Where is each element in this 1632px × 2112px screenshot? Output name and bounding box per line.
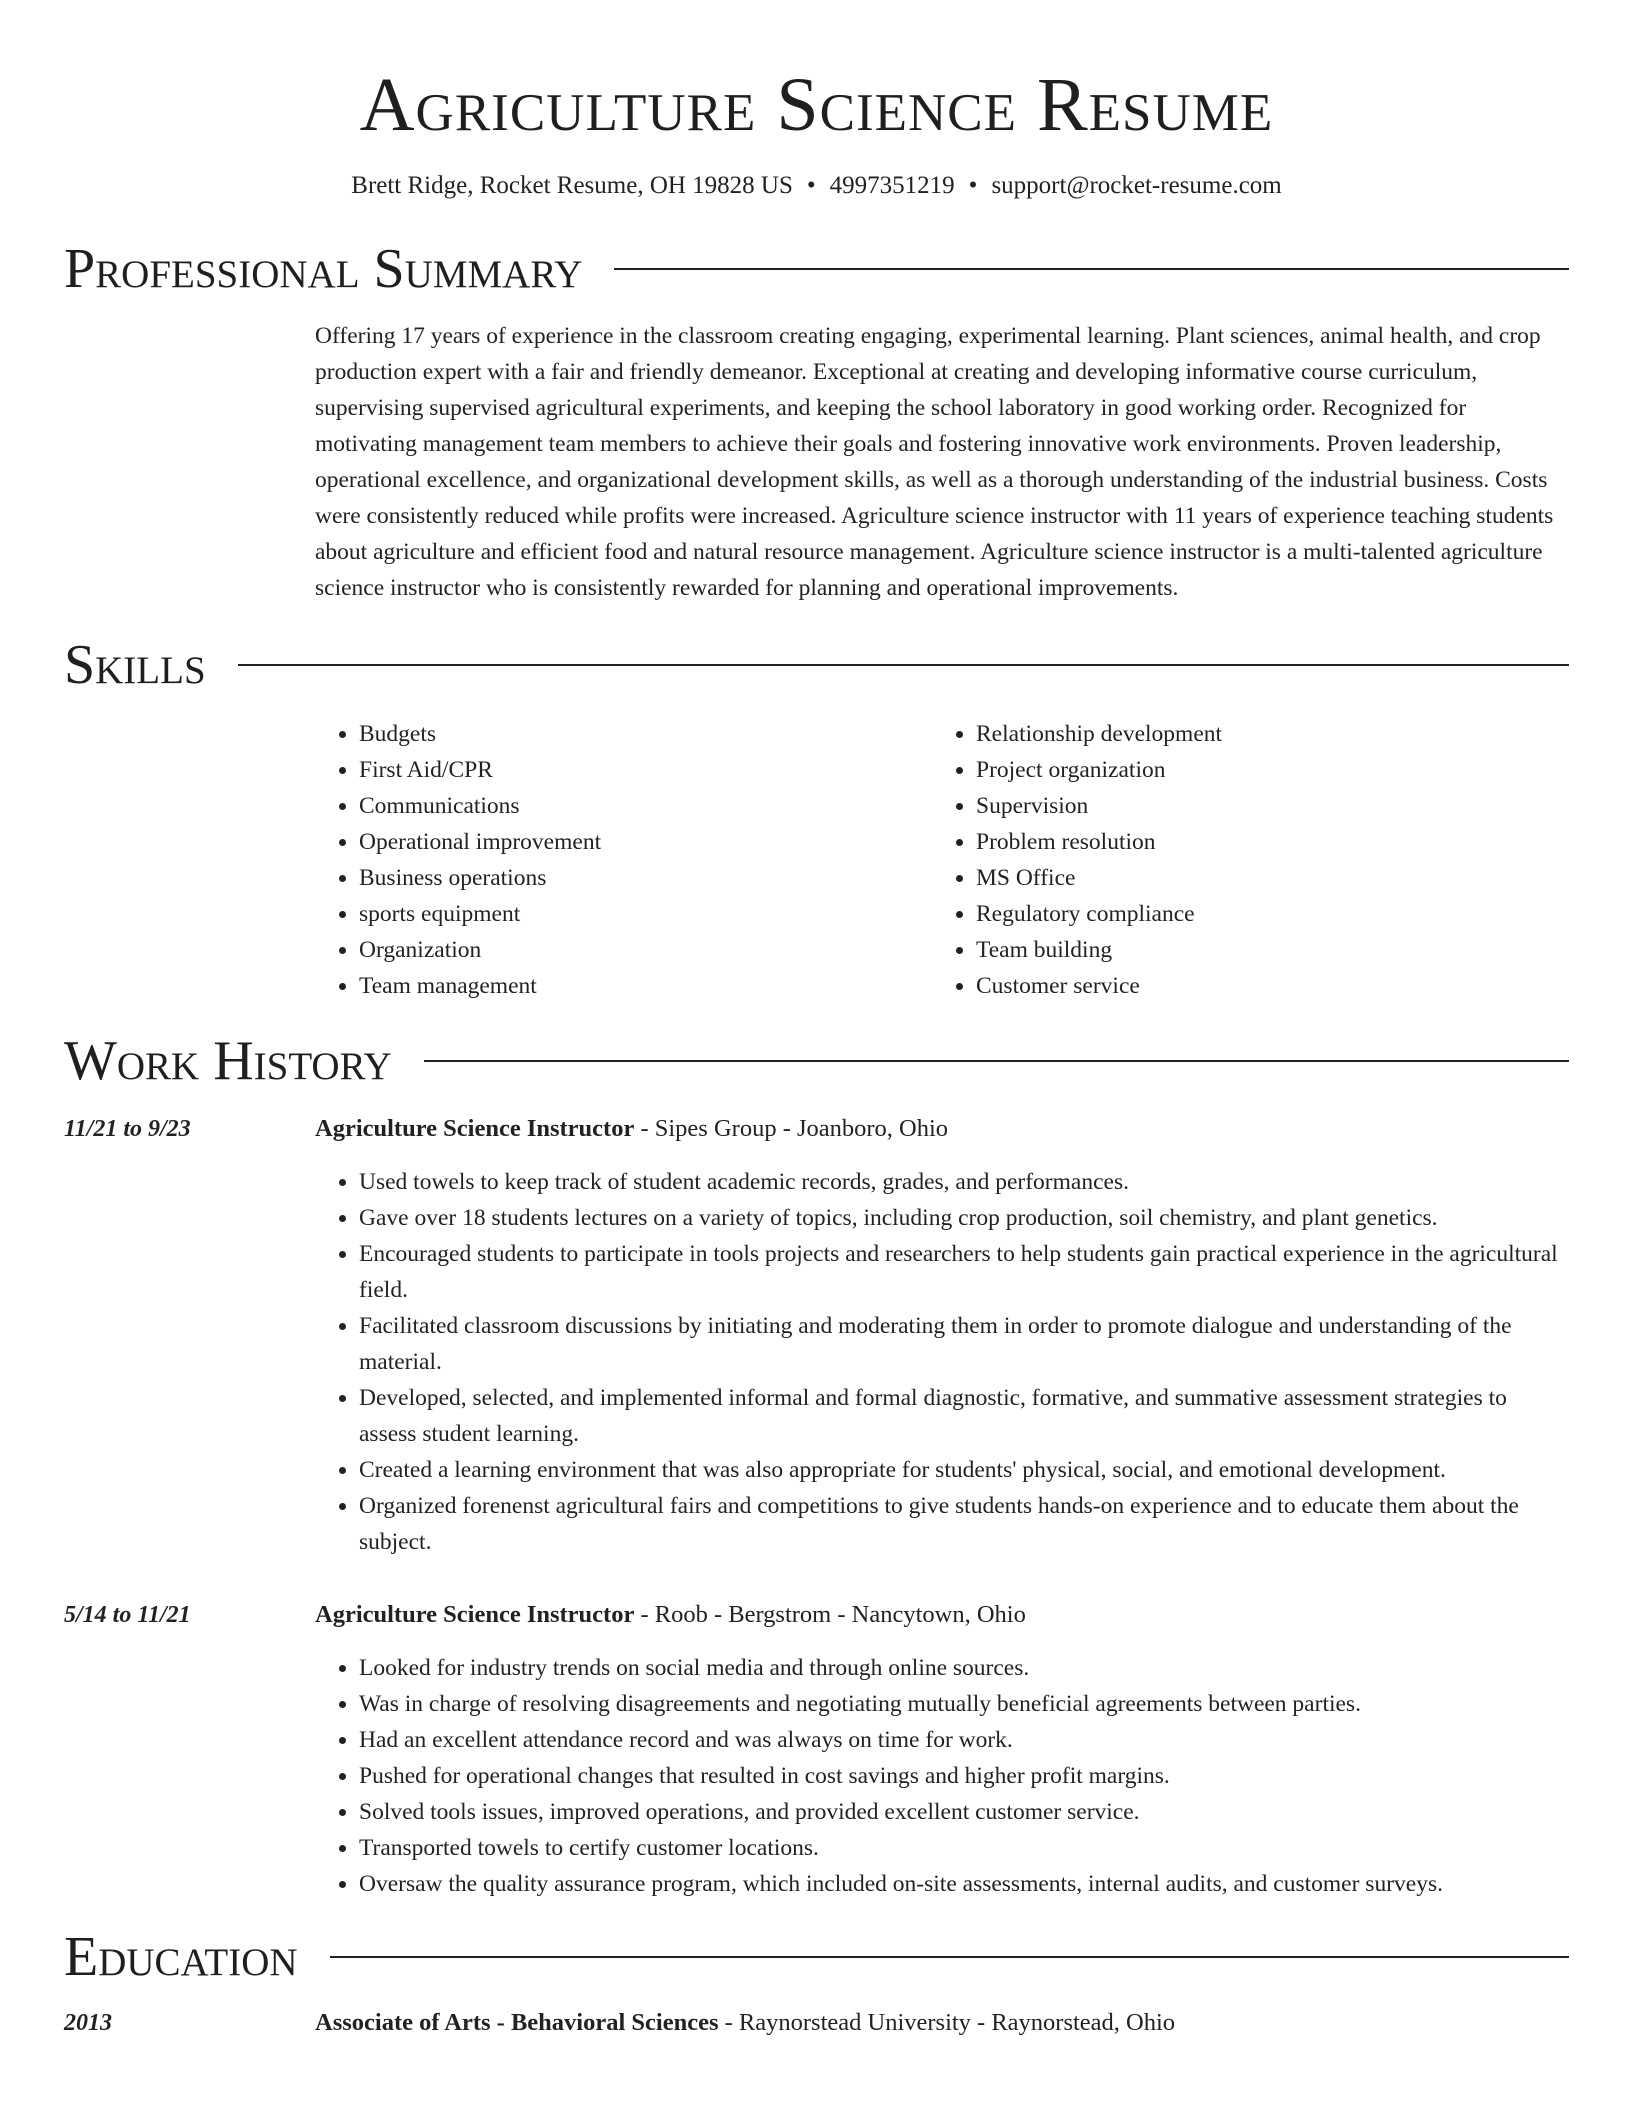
job-body [315, 1112, 1569, 1560]
skills-column-left [315, 716, 932, 1004]
skill-item: • Organization [359, 932, 932, 968]
contact-separator: • [806, 172, 816, 199]
contact-separator: • [968, 172, 978, 199]
skill-item: • Business operations [359, 860, 932, 896]
job-dates: 11/21 to 9/23 [64, 1116, 191, 1142]
skill-item: • Supervision [976, 788, 1549, 824]
skill-item: • Team management [359, 968, 932, 1004]
skill-item: • Regulatory compliance [976, 896, 1549, 932]
contact-line [64, 170, 1569, 202]
skill-item: • sports equipment [359, 896, 932, 932]
job-bullet: • Looked for industry trends on social media and through online sources. [359, 1650, 1569, 1686]
job-role: Agriculture Science Instructor [315, 1601, 635, 1628]
job-bullet: • Had an excellent attendance record and was always on time for work. [359, 1722, 1569, 1758]
education-details: - Raynorstead University - Raynorstead, Ohio [718, 2009, 1176, 2036]
job-headline [315, 1112, 1569, 1146]
work-heading: Work History [64, 1030, 392, 1092]
job-bullets [315, 1650, 1569, 1902]
job-bullet: • Gave over 18 students lectures on a variety of topics, including crop production, soil chemistry, and plant genetics. [359, 1200, 1569, 1236]
job-bullet: • Solved tools issues, improved operations, and provided excellent customer service. [359, 1794, 1569, 1830]
job-bullets [315, 1164, 1569, 1560]
skills-heading: Skills [64, 634, 206, 696]
skill-item: • First Aid/CPR [359, 752, 932, 788]
section-divider [238, 664, 1569, 666]
skill-item: • Budgets [359, 716, 932, 752]
contact-email: support@rocket-resume.com [991, 172, 1282, 199]
summary-heading: Professional Summary [64, 238, 583, 300]
job-bullet: • Organized forenenst agricultural fairs and competitions to give students hands-on experience and to educate them about the subject. [359, 1488, 1569, 1560]
section-divider [330, 1956, 1569, 1958]
job-bullet: • Facilitated classroom discussions by initiating and moderating them in order to promote dialogue and understanding of the material. [359, 1308, 1569, 1380]
skill-item: • Problem resolution [976, 824, 1549, 860]
education-degree: Associate of Arts - Behavioral Sciences [315, 2009, 719, 2036]
summary-section-header [64, 236, 1569, 302]
job-bullet: • Transported towels to certify customer locations. [359, 1830, 1569, 1866]
summary-text: Offering 17 years of experience in the classroom creating engaging, experimental learning. Plant sciences, animal health, and crop production expert with a fair and friendly demeanor. Exceptional at creating and developing informative course curriculum, supervising supervised agricultural experiments, and keeping the school laboratory in good working order. Recognized for motivating management team members to achieve their goals and fostering innovative work environments. Proven leadership, operational excellence, and organizational development skills, as well as a thorough understanding of the industrial business. Costs were consistently reduced while profits were increased. Agriculture science instructor with 11 years of experience teaching students about agriculture and efficient food and natural resource management. Agriculture science instructor is a multi-talented agriculture science instructor who is consistently rewarded for planning and operational improvements. [315, 323, 1554, 601]
skill-item: • Team building [976, 932, 1549, 968]
job-body [315, 1598, 1569, 1902]
education-headline [315, 2006, 1175, 2040]
resume-page [64, 0, 1569, 2040]
contact-address: Brett Ridge, Rocket Resume, OH 19828 US [351, 172, 793, 199]
skills-section-header [64, 632, 1569, 698]
job-bullet: • Used towels to keep track of student academic records, grades, and performances. [359, 1164, 1569, 1200]
job-bullet: • Created a learning environment that was also appropriate for students' physical, social, and emotional development. [359, 1452, 1569, 1488]
contact-phone: 4997351219 [829, 172, 955, 199]
education-section-header [64, 1924, 1569, 1990]
section-divider [424, 1060, 1569, 1062]
job-bullet: • Was in charge of resolving disagreements and negotiating mutually beneficial agreements between parties. [359, 1686, 1569, 1722]
skills-list [315, 716, 1569, 1004]
job-details: - Roob - Bergstrom - Nancytown, Ohio [634, 1601, 1026, 1628]
job-entry [64, 1112, 1569, 1560]
work-section-header [64, 1028, 1569, 1094]
job-details: - Sipes Group - Joanboro, Ohio [634, 1115, 949, 1142]
job-dates: 5/14 to 11/21 [64, 1602, 191, 1628]
skill-item: • Relationship development [976, 716, 1549, 752]
education-year: 2013 [64, 2010, 112, 2036]
skill-item: • Operational improvement [359, 824, 932, 860]
skills-column-right [932, 716, 1549, 1004]
education-heading: Education [64, 1926, 298, 1988]
job-headline [315, 1598, 1569, 1632]
section-divider [614, 268, 1569, 270]
skill-item: • Project organization [976, 752, 1549, 788]
skill-item: • Communications [359, 788, 932, 824]
skill-item: • Customer service [976, 968, 1549, 1004]
job-bullet: • Encouraged students to participate in tools projects and researchers to help students gain practical experience in the agricultural field. [359, 1236, 1569, 1308]
job-bullet: • Developed, selected, and implemented informal and formal diagnostic, formative, and summative assessment strategies to assess student learning. [359, 1380, 1569, 1452]
job-bullet: • Pushed for operational changes that resulted in cost savings and higher profit margins. [359, 1758, 1569, 1794]
skill-item: • MS Office [976, 860, 1549, 896]
education-entry [64, 2006, 1569, 2040]
job-bullet: • Oversaw the quality assurance program, which included on-site assessments, internal audits, and customer surveys. [359, 1866, 1569, 1902]
resume-title: Agriculture Science Resume [359, 63, 1274, 147]
job-role: Agriculture Science Instructor [315, 1115, 635, 1142]
job-entry [64, 1598, 1569, 1902]
